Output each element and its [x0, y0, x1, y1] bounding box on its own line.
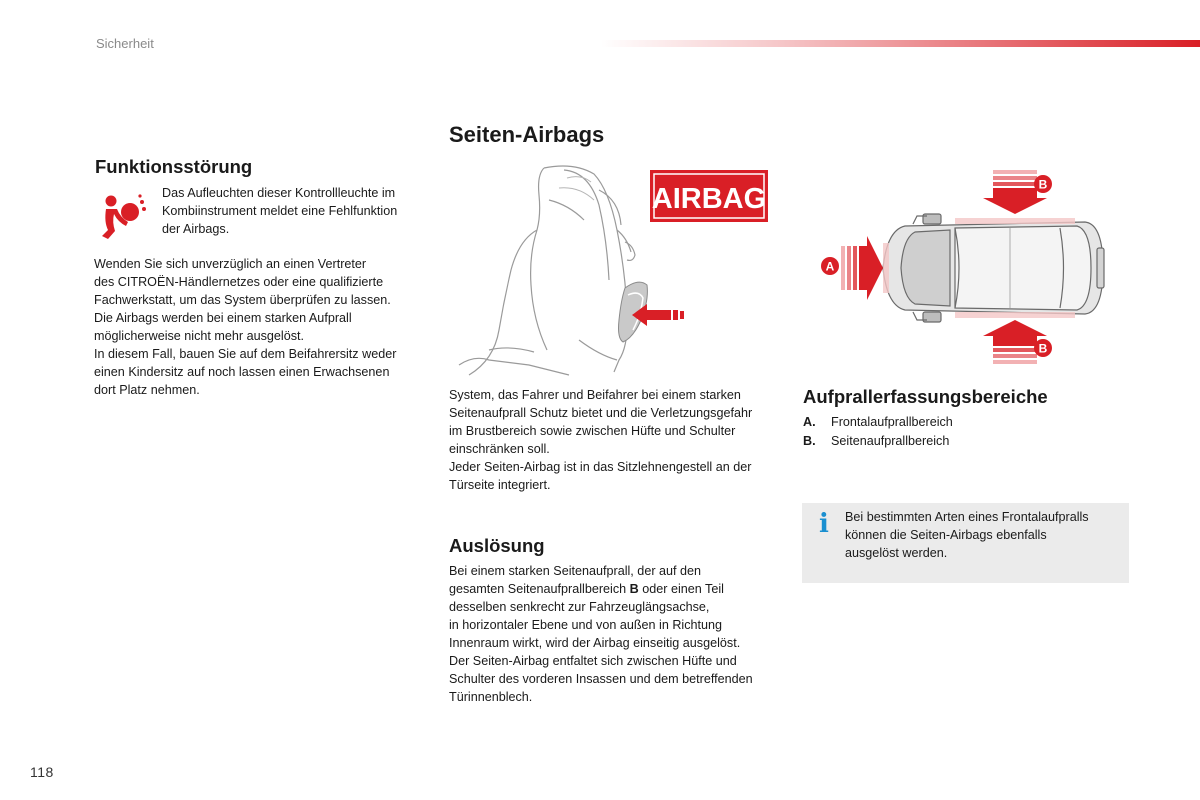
info-line: können die Seiten-Airbags ebenfalls: [845, 528, 1047, 542]
info-note: [802, 503, 1129, 583]
legend-label: Seitenaufprallbereich: [831, 434, 950, 448]
trigger-line: in horizontaler Ebene und von außen in Richtung: [449, 618, 723, 632]
trigger-line: Innenraum wirkt, wird der Airbag einseitig ausgelöst.: [449, 636, 741, 650]
trigger-line: Schulter des vorderen Insassen und dem betreffenden: [449, 672, 753, 686]
legend-label: Frontalaufprallbereich: [831, 415, 953, 429]
malfunction-body: [94, 255, 429, 399]
zone-b-top-marker: B: [1038, 177, 1048, 192]
page-title: Seiten-Airbags: [449, 122, 605, 147]
intro-line: im Brustbereich sowie zwischen Hüfte und Schulter: [449, 424, 736, 438]
impact-zones-illustration: [805, 168, 1130, 368]
legend-item-b: [803, 432, 1123, 451]
airbag-warning-lamp-icon: [98, 192, 148, 240]
trigger-body: [449, 562, 789, 706]
legend-key: A.: [803, 415, 816, 429]
trigger-heading: Auslösung: [449, 535, 545, 556]
airbag-badge-text: AIRBAG: [651, 183, 767, 215]
lamp-line: Das Aufleuchten dieser Kontrollleuchte im: [162, 186, 396, 200]
intro-line: System, das Fahrer und Beifahrer bei einem starken: [449, 388, 741, 402]
info-text: [845, 508, 1120, 562]
legend-key: B.: [803, 434, 816, 448]
trigger-line: Der Seiten-Airbag entfaltet sich zwischen Hüfte und: [449, 654, 737, 668]
legend-item-a: [803, 413, 1123, 432]
zone-a-marker: A: [825, 259, 835, 274]
body-line: möglicherweise nicht mehr ausgelöst.: [94, 329, 304, 343]
lamp-line: der Airbags.: [162, 222, 230, 236]
zone-b-bottom-marker: B: [1038, 341, 1048, 356]
body-line: des CITROËN-Händlernetzes oder eine qualifizierte: [94, 275, 384, 289]
trigger-line: desselben senkrecht zur Fahrzeuglängsachse,: [449, 600, 710, 614]
side-airbag-intro: [449, 386, 784, 494]
impact-zones-heading: Aufprallerfassungsbereiche: [803, 386, 1048, 407]
body-line: Wenden Sie sich unverzüglich an einen Vertreter: [94, 257, 367, 271]
body-line: Fachwerkstatt, um das System überprüfen zu lassen.: [94, 293, 391, 307]
intro-line: Jeder Seiten-Airbag ist in das Sitzlehnengestell an der: [449, 460, 752, 474]
trigger-line: gesamten Seitenaufprallbereich B oder einen Teil: [449, 582, 724, 596]
intro-line: Türseite integriert.: [449, 478, 551, 492]
section-label: Sicherheit: [96, 36, 154, 51]
header-accent-bar: [600, 40, 1200, 47]
info-icon: i: [819, 509, 829, 539]
lamp-description: [162, 184, 427, 238]
impact-zones-legend: [803, 413, 1123, 451]
malfunction-heading: Funktionsstörung: [95, 156, 253, 177]
intro-line: einschränken soll.: [449, 442, 550, 456]
body-line: Die Airbags werden bei einem starken Aufprall: [94, 311, 352, 325]
trigger-line: Bei einem starken Seitenaufprall, der auf den: [449, 564, 702, 578]
body-line: einen Kindersitz auf noch lassen einen Erwachsenen: [94, 365, 390, 379]
lamp-line: Kombiinstrument meldet eine Fehlfunktion: [162, 204, 398, 218]
info-line: Bei bestimmten Arten eines Frontalaufpralls: [845, 510, 1089, 524]
body-line: dort Platz nehmen.: [94, 383, 200, 397]
seat-side-airbag-illustration: [449, 160, 779, 385]
info-line: ausgelöst werden.: [845, 546, 948, 560]
body-line: In diesem Fall, bauen Sie auf dem Beifahrersitz weder: [94, 347, 397, 361]
intro-line: Seitenaufprall Schutz bietet und die Verletzungsgefahr: [449, 406, 753, 420]
page-number: 118: [30, 764, 54, 780]
trigger-line: Türinnenblech.: [449, 690, 533, 704]
